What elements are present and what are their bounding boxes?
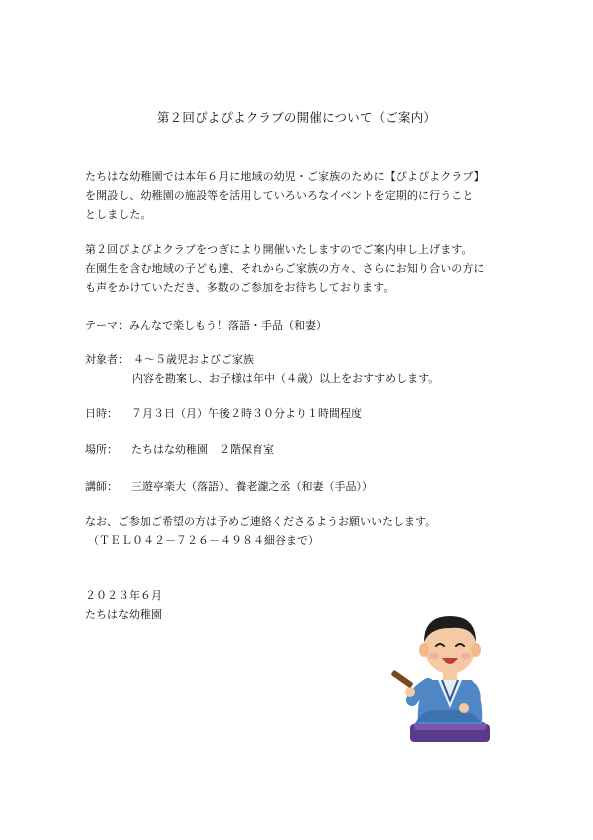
closing-line-1: なお、ご参加ご希望の方は予めご連絡くださるようお願いいたします。	[85, 515, 437, 528]
signed-date: ２０２３年６月	[85, 589, 162, 602]
intro-line-2: を開設し、幼稚園の施設等を活用していろいろなイベントを定期的に行うこと	[85, 189, 474, 202]
place-row	[85, 440, 274, 459]
rakugo-performer-illustration-icon	[388, 596, 506, 748]
page-title: 第２回ぴよぴよクラブの開催について（ご案内）	[156, 110, 437, 125]
theme-row	[85, 316, 327, 335]
notice-line-3: も声をかけていただき、多数のご参加をお待ちしております。	[85, 281, 395, 294]
intro-line-1: たちはな幼稚園では本年６月に地域の幼児・ご家族のために【ぴよぴよクラブ】	[85, 170, 485, 183]
intro-paragraph	[85, 167, 515, 224]
closing-line-2: （ＴＥＬ０４２－７２６－４９８４細谷まで）	[88, 534, 319, 547]
place-value: たちはな幼稚園 ２階保育室	[131, 443, 274, 456]
theme-value: みんなで楽しもう！落語・手品（和妻）	[129, 319, 327, 332]
intro-line-3: としました。	[85, 208, 152, 221]
notice-paragraph	[85, 240, 515, 297]
notice-line-1: 第２回ぴよぴよクラブをつぎにより開催いたしますのでご案内申し上げます。	[85, 243, 473, 256]
target-value: ４～５歳児およびご家族	[133, 353, 254, 366]
organization-name: たちはな幼稚園	[85, 608, 162, 621]
datetime-label: 日時：	[85, 407, 118, 420]
target-row	[85, 350, 254, 369]
target-label: 対象者：	[85, 353, 129, 366]
target-note: 内容を勘案し、お子様は年中（４歳）以上をおすすめします。	[132, 372, 440, 385]
datetime-row	[85, 404, 362, 423]
notice-line-2: 在園生を含む地域の子ども達、それからご家族の方々、さらにお知り合いの方に	[85, 262, 485, 275]
place-label: 場所：	[85, 443, 118, 456]
lecturer-value: 三遊亭楽大（落語）、養老瀧之丞（和妻（手品））	[131, 480, 373, 493]
lecturer-row	[85, 477, 373, 496]
theme-label: テーマ：	[85, 319, 129, 332]
datetime-value: ７月３日（月）午後２時３０分より１時間程度	[131, 407, 362, 420]
lecturer-label: 講師：	[85, 480, 118, 493]
